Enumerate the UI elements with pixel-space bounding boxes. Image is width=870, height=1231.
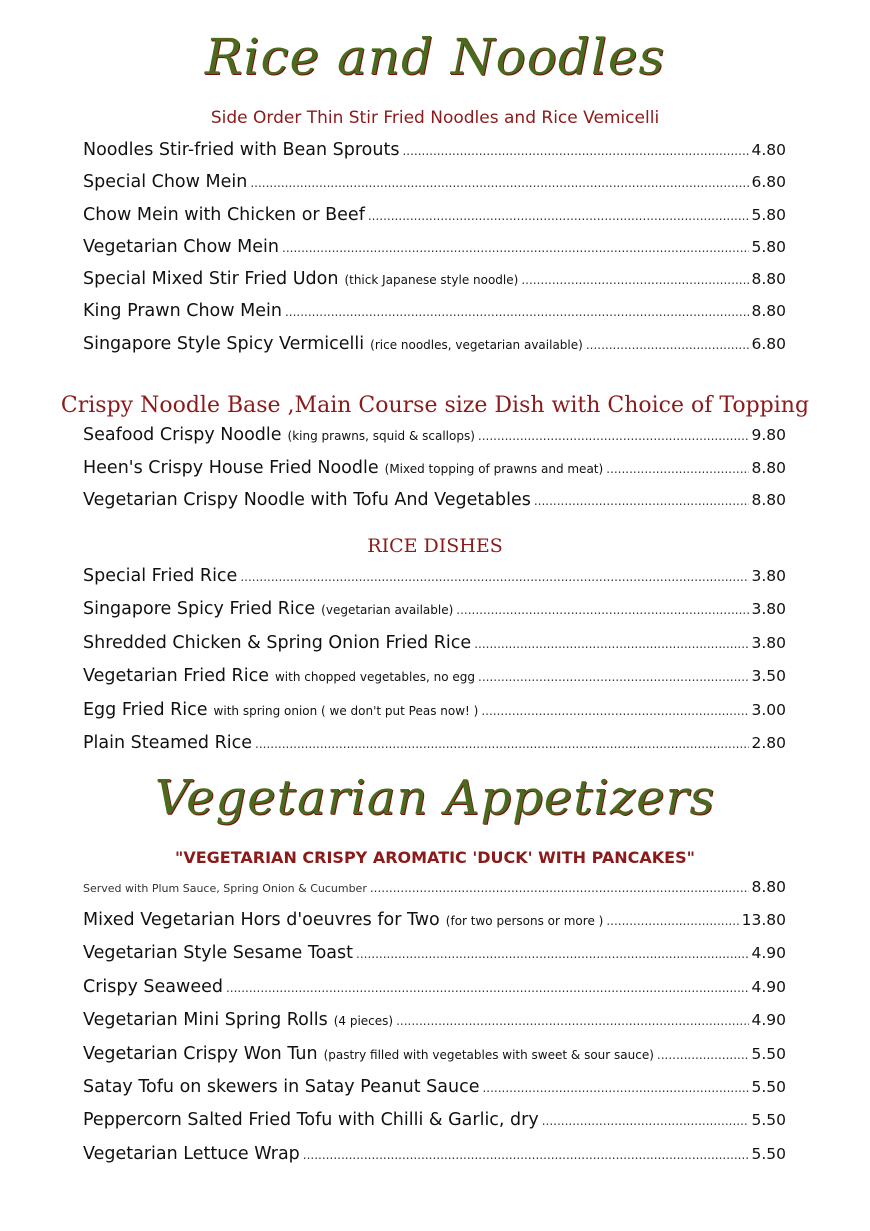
subtitle-rice-dishes: RICE DISHES [367, 535, 503, 557]
item-price: 4.80 [751, 141, 786, 159]
item-price: 6.80 [751, 173, 786, 192]
menu-item [83, 566, 786, 599]
menu-item [83, 910, 786, 943]
item-price: 5.50 [751, 1111, 786, 1130]
menu-item [83, 1110, 786, 1143]
item-name: Vegetarian Chow Mein [83, 236, 279, 257]
menu-item [83, 140, 786, 172]
item-name: Shredded Chicken & Spring Onion Fried Rice [83, 632, 472, 653]
leader-dots [586, 338, 750, 352]
item-note: (king prawns, squid & scallops) [287, 429, 475, 443]
leader-dots [474, 637, 749, 651]
menu-item [83, 1044, 786, 1077]
item-note: (for two persons or more ) [445, 914, 604, 928]
menu-item [83, 1144, 786, 1177]
leader-dots [482, 1081, 749, 1095]
item-note: (vegetarian available) [321, 603, 454, 618]
item-note: (rice noodles, vegetarian available) [370, 337, 583, 352]
item-name: Singapore Spicy Fried Rice [83, 599, 316, 620]
menu-item [83, 490, 786, 523]
leader-dots [356, 947, 749, 961]
menu-item [83, 269, 786, 301]
item-name: Plain Steamed Rice [83, 732, 253, 753]
menu-item [83, 301, 786, 333]
menu-item [83, 237, 786, 269]
menu-item [83, 633, 786, 666]
item-name: Mixed Vegetarian Hors d'oeuvres for Two [83, 910, 440, 930]
item-name: King Prawn Chow Mein [83, 301, 282, 322]
item-price: 3.00 [751, 700, 786, 719]
menu-item [83, 172, 786, 204]
item-price: 2.80 [751, 733, 786, 752]
leader-dots [303, 1148, 750, 1162]
item-name: Singapore Style Spicy Vermicelli [83, 333, 365, 354]
leader-dots [456, 603, 749, 617]
section-title-rice-noodles: Rice and Noodles [204, 28, 666, 86]
menu-item [83, 425, 786, 458]
item-name: Egg Fried Rice [83, 699, 208, 720]
menu-item [83, 1077, 786, 1110]
leader-dots [478, 429, 750, 443]
item-name: Vegetarian Style Sesame Toast [83, 943, 354, 964]
item-price: 8.80 [751, 302, 786, 321]
menu-item [83, 700, 786, 733]
item-price: 8.80 [751, 878, 786, 896]
item-price: 8.80 [751, 491, 786, 509]
item-price: 5.50 [751, 1044, 786, 1063]
item-note: (thick Japanese style noodle) [344, 273, 519, 288]
leader-dots [402, 144, 749, 158]
item-price: 3.80 [751, 600, 786, 619]
menu-item [83, 1010, 786, 1043]
menu-item [83, 977, 786, 1010]
item-price: 4.90 [751, 977, 786, 996]
leader-dots [240, 570, 749, 584]
menu-list-noodles [83, 140, 786, 366]
item-note: (4 pieces) [333, 1014, 394, 1029]
item-name: Vegetarian Crispy Noodle with Tofu And Vegetables [83, 490, 531, 510]
menu-list-duck [83, 878, 786, 899]
leader-dots [481, 704, 749, 718]
item-note: with chopped vegetables, no egg [274, 670, 475, 685]
section-title-veg-appetizers: Vegetarian Appetizers [154, 770, 716, 826]
leader-dots [285, 305, 750, 319]
item-name: Crispy Seaweed [83, 976, 223, 997]
menu-item [83, 943, 786, 976]
menu-item [83, 733, 786, 766]
leader-dots [542, 1114, 750, 1128]
item-price: 4.90 [751, 1011, 786, 1030]
item-name: Special Chow Mein [83, 172, 248, 193]
menu-item [83, 878, 786, 899]
subtitle-crispy-noodle: Crispy Noodle Base ,Main Course size Dish with Choice of Topping [60, 393, 810, 418]
menu-item [83, 599, 786, 632]
leader-dots [368, 209, 750, 223]
item-price: 9.80 [751, 426, 786, 444]
item-price: 3.80 [751, 567, 786, 585]
menu-item [83, 458, 786, 491]
leader-dots [255, 737, 749, 751]
item-price: 6.80 [751, 334, 786, 353]
item-name: Special Fried Rice [83, 566, 238, 586]
leader-dots [250, 176, 749, 190]
leader-dots [606, 462, 749, 476]
leader-dots [534, 494, 750, 508]
item-name: Vegetarian Mini Spring Rolls [83, 1010, 328, 1031]
item-price: 3.50 [751, 667, 786, 686]
leader-dots [396, 1014, 749, 1028]
menu-list-veg-appetizers [83, 910, 786, 1177]
leader-dots [226, 981, 750, 995]
item-name: Seafood Crispy Noodle [83, 425, 282, 445]
subtitle-side-order: Side Order Thin Stir Fried Noodles and Rice Vemicelli [210, 108, 660, 128]
item-name: Heen's Crispy House Fried Noodle [83, 457, 379, 478]
item-name: Served with Plum Sauce, Spring Onion & Cucumber [83, 882, 367, 895]
menu-item [83, 666, 786, 699]
item-name: Vegetarian Crispy Won Tun [83, 1043, 318, 1064]
item-note: with spring onion ( we don't put Peas now! ) [213, 703, 479, 718]
item-name: Noodles Stir-fried with Bean Sprouts [83, 140, 400, 160]
item-name: Special Mixed Stir Fried Udon [83, 269, 339, 290]
menu-list-rice-dishes [83, 566, 786, 766]
item-name: Chow Mein with Chicken or Beef [83, 204, 365, 225]
item-name: Vegetarian Fried Rice [83, 666, 269, 687]
menu-item [83, 205, 786, 237]
item-name: Peppercorn Salted Fried Tofu with Chilli & Garlic, dry [83, 1110, 539, 1131]
menu-list-crispy-noodle [83, 425, 786, 523]
item-note: (pastry filled with vegetables with sweet & sour sauce) [323, 1047, 654, 1062]
leader-dots [370, 881, 750, 895]
item-price: 5.50 [751, 1144, 786, 1163]
item-name: Satay Tofu on skewers in Satay Peanut Sauce [83, 1076, 480, 1097]
leader-dots [478, 670, 749, 684]
item-name: Vegetarian Lettuce Wrap [83, 1143, 300, 1164]
menu-item [83, 334, 786, 366]
subtitle-crispy-duck: "VEGETARIAN CRISPY AROMATIC 'DUCK' WITH PANCAKES" [175, 848, 695, 867]
leader-dots [606, 914, 739, 928]
item-price: 13.80 [741, 911, 786, 929]
item-price: 8.80 [751, 270, 786, 289]
leader-dots [657, 1048, 750, 1062]
item-price: 5.80 [751, 237, 786, 256]
item-price: 4.90 [751, 944, 786, 963]
item-price: 8.80 [751, 458, 786, 477]
item-price: 3.80 [751, 633, 786, 652]
item-price: 5.80 [751, 205, 786, 224]
leader-dots [521, 273, 749, 287]
item-note: (Mixed topping of prawns and meat) [384, 461, 604, 476]
item-price: 5.50 [751, 1077, 786, 1096]
leader-dots [282, 241, 749, 255]
